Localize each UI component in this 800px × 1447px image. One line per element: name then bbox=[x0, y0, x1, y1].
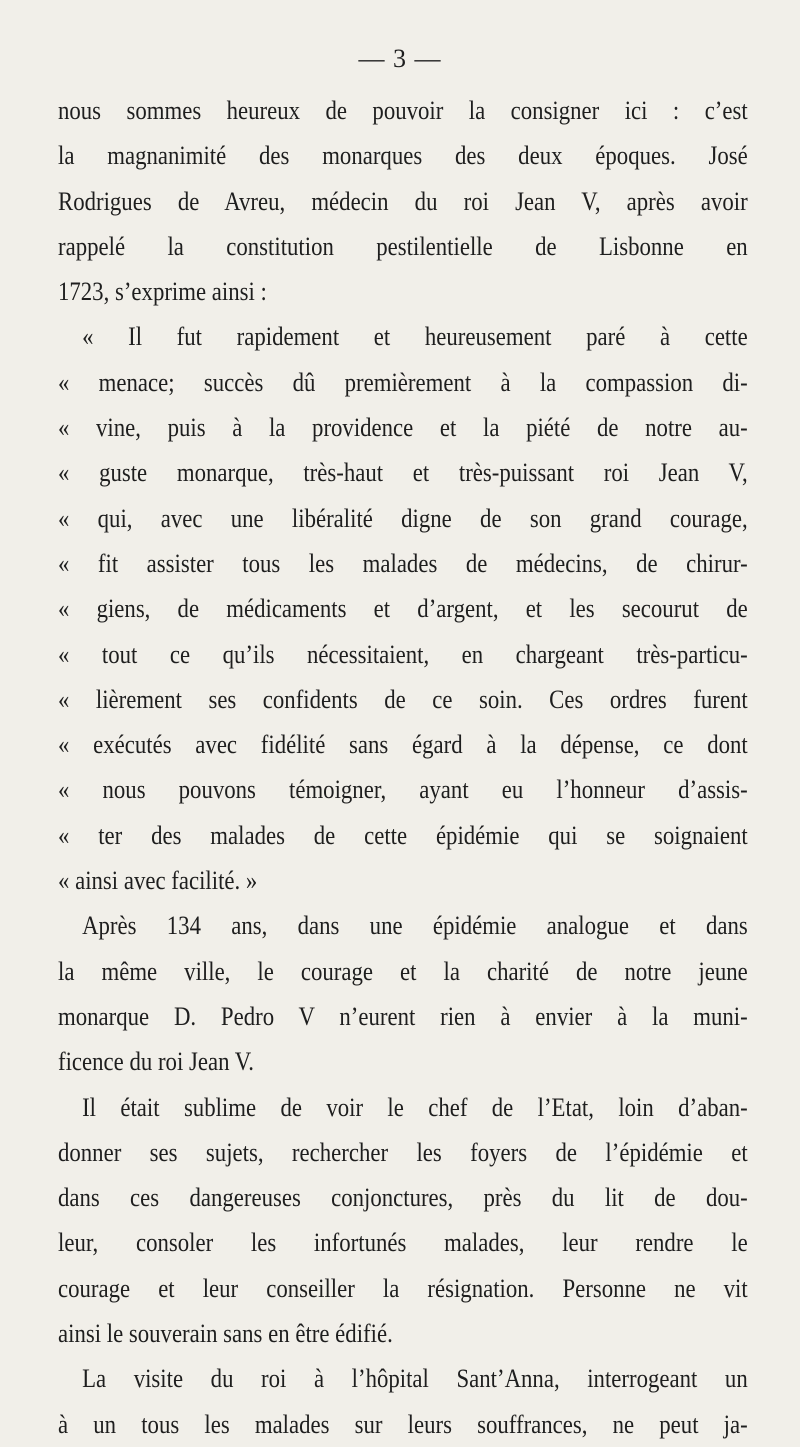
text-line: 1723, s’exprime ainsi : bbox=[58, 276, 267, 307]
quote-line: « Il fut rapidement et heureusement paré à cette bbox=[82, 321, 748, 352]
quote-line: « qui, avec une libéralité digne de son grand courage, bbox=[58, 502, 748, 533]
quote-line: « lièrement ses confidents de ce soin. Ces ordres furent bbox=[58, 683, 748, 714]
text-line: leur, consoler les infortunés malades, leur rendre le bbox=[58, 1227, 748, 1258]
text-line: ficence du roi Jean V. bbox=[58, 1046, 254, 1077]
text-line: Rodrigues de Avreu, médecin du roi Jean V, après avoir bbox=[58, 185, 748, 216]
text-line: Il était sublime de voir le chef de l’Etat, loin d’aban- bbox=[82, 1091, 748, 1122]
quote-line: « vine, puis à la providence et la piété de notre au- bbox=[58, 412, 748, 443]
quote-line: « giens, de médicaments et d’argent, et les secourut de bbox=[58, 593, 748, 624]
quote-line: « ter des malades de cette épidémie qui se soignaient bbox=[58, 819, 748, 850]
quote-line: « ainsi avec facilité. » bbox=[58, 865, 258, 896]
text-line: la même ville, le courage et la charité de notre jeune bbox=[58, 955, 748, 986]
quote-line: « nous pouvons témoigner, ayant eu l’honneur d’assis- bbox=[58, 774, 748, 805]
text-line: Après 134 ans, dans une épidémie analogue et dans bbox=[82, 910, 748, 941]
text-line: ainsi le souverain sans en être édifié. bbox=[58, 1318, 393, 1349]
text-line: la magnanimité des monarques des deux époques. José bbox=[58, 140, 748, 171]
text-line: donner ses sujets, rechercher les foyers de l’épidémie et bbox=[58, 1136, 748, 1167]
text-line: courage et leur conseiller la résignation. Personne ne vit bbox=[58, 1272, 748, 1303]
text-line: La visite du roi à l’hôpital Sant’Anna, interrogeant un bbox=[82, 1363, 748, 1394]
quote-line: « fit assister tous les malades de médecins, de chirur- bbox=[58, 547, 748, 578]
text-line: nous sommes heureux de pouvoir la consigner ici : c’est bbox=[58, 95, 748, 125]
quote-line: « guste monarque, très-haut et très-puissant roi Jean V, bbox=[58, 457, 748, 488]
body-text bbox=[58, 88, 748, 1447]
quote-line: « exécutés avec fidélité sans égard à la dépense, ce dont bbox=[58, 729, 748, 760]
page-number: — 3 — bbox=[358, 44, 442, 73]
quote-line: « tout ce qu’ils nécessitaient, en chargeant très-particu- bbox=[58, 638, 748, 669]
text-line: à un tous les malades sur leurs souffrances, ne peut ja- bbox=[58, 1408, 748, 1439]
quote-line: « menace; succès dû premièrement à la compassion di- bbox=[58, 366, 748, 397]
text-line: dans ces dangereuses conjonctures, près du lit de dou- bbox=[58, 1182, 748, 1213]
text-line: rappelé la constitution pestilentielle de Lisbonne en bbox=[58, 230, 748, 261]
text-line: monarque D. Pedro V n’eurent rien à envier à la muni- bbox=[58, 1000, 748, 1031]
